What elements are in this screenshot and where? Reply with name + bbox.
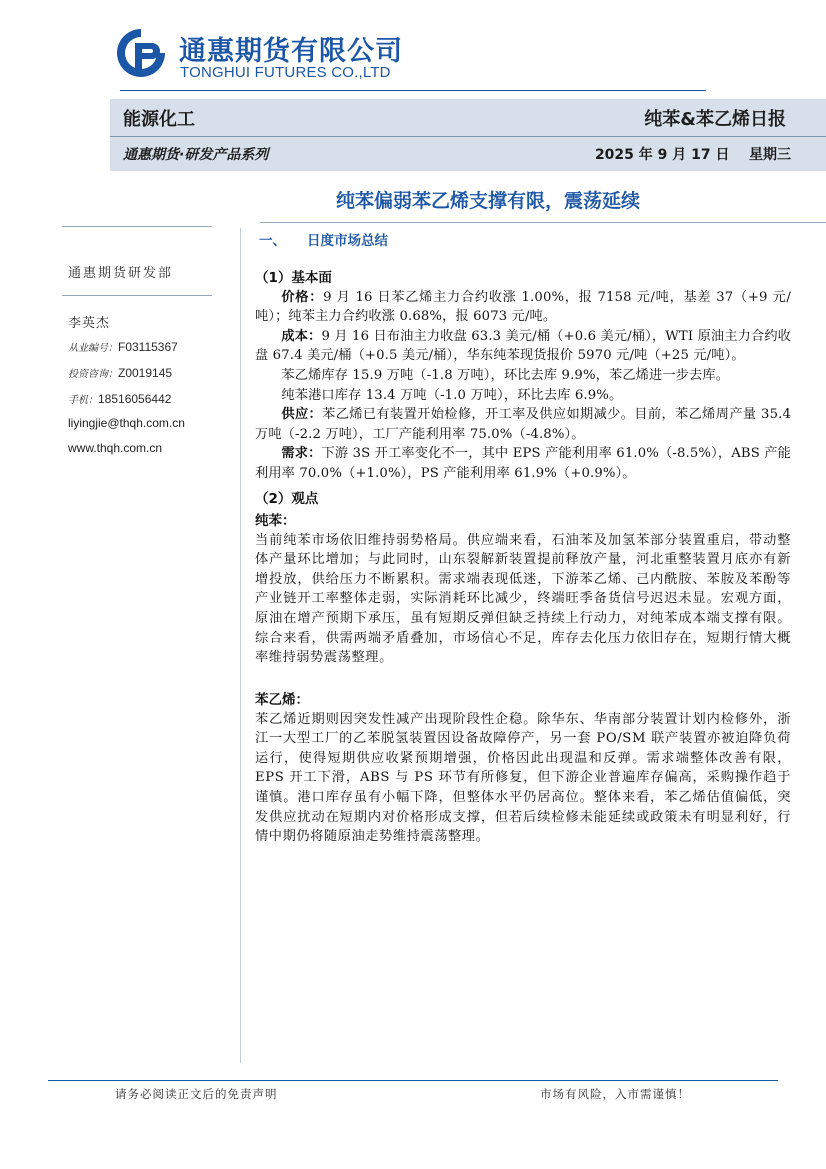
phone-label: 手机：	[68, 395, 98, 406]
email-link[interactable]: liyingjie@thqh.com.cn	[68, 416, 185, 430]
price-label: 价格：	[281, 289, 324, 305]
cost-label: 成本：	[281, 328, 322, 344]
top-divider	[120, 90, 706, 91]
supply-text: 苯乙烯已有装置开始检修，开工率及供应如期减少。目前，苯乙烯周产量 35.4 万吨（-2.2 万吨），工厂产能利用率 75.0%（-4.8%）。	[255, 407, 792, 442]
styrene-label: 苯乙烯：	[255, 691, 309, 708]
consulting-value: Z0019145	[118, 366, 173, 380]
column-divider	[240, 228, 241, 1063]
demand-paragraph	[255, 444, 791, 483]
section-title: 日度市场总结	[307, 233, 388, 249]
demand-label: 需求：	[281, 446, 322, 462]
company-name-en: TONGHUI FUTURES CO.,LTD	[180, 64, 391, 81]
supply-paragraph	[255, 405, 791, 444]
disclaimer-note: 请务必阅读正文后的免责声明	[115, 1087, 278, 1101]
license-label: 从业编号：	[68, 343, 118, 354]
company-name-cn: 通惠期货有限公司	[179, 36, 403, 67]
demand-text: 下游 3S 开工率变化不一，其中 EPS 产能利用率 61.0%（-8.5%），ABS 产能利用率 70.0%（+1.0%），PS 产能利用率 61.9%（+0.9%）。	[255, 446, 791, 481]
page-title: 纯苯偏弱苯乙烯支撑有限，震荡延续	[335, 190, 640, 212]
analyst-name: 李英杰	[68, 316, 111, 331]
cost-paragraph	[255, 327, 791, 366]
header-band-divider	[110, 136, 826, 137]
report-body	[255, 232, 791, 847]
views-heading: （2）观点	[255, 490, 319, 507]
report-date: 2025 年 9 月 17 日 星期三	[594, 147, 791, 163]
risk-warning: 市场有风险，入市需谨慎！	[540, 1087, 690, 1101]
website-link[interactable]: www.thqh.com.cn	[68, 441, 163, 455]
styrene-stock-paragraph: 苯乙烯库存 15.9 万吨（-1.8 万吨），环比去库 9.9%，苯乙烯进一步去库。	[281, 367, 730, 383]
license-value: F03115367	[118, 340, 178, 354]
paragraph-gap	[255, 668, 791, 688]
benzene-label: 纯苯：	[255, 512, 296, 529]
footer-rule	[48, 1080, 778, 1081]
logo-mark-icon	[113, 25, 169, 81]
phone-value: 18516056442	[98, 392, 172, 406]
price-text: 9 月 16 日苯乙烯主力合约收涨 1.00%，报 7158 元/吨，基差 37（+9 元/吨）；纯苯主力合约收涨 0.68%，报 6073 元/吨。	[255, 289, 791, 325]
title-underline	[260, 222, 826, 223]
benzene-stock-paragraph: 纯苯港口库存 13.4 万吨（-1.0 万吨），环比去库 6.9%。	[281, 387, 623, 403]
price-paragraph	[255, 288, 791, 327]
report-title: 纯苯&苯乙烯日报	[644, 109, 786, 130]
sidebar-divider	[62, 295, 212, 296]
section-heading	[255, 232, 791, 252]
sidebar-department: 通惠期货研发部	[68, 266, 174, 281]
consulting-label: 投资咨询：	[68, 369, 118, 380]
sidebar-top-rule	[62, 226, 212, 227]
supply-label: 供应：	[281, 407, 323, 423]
phone-number	[68, 391, 171, 406]
fundamentals-heading: （1）基本面	[255, 269, 332, 286]
cost-text: 9 月 16 日布油主力收盘 63.3 美元/桶（+0.6 美元/桶），WTI 原油主力合约收盘 67.4 美元/桶（+0.5 美元/桶），华东纯苯现货报价 5970 元/吨（+25 元/吨）。	[255, 328, 792, 364]
report-series: 通惠期货·研发产品系列	[123, 147, 269, 163]
license-number	[68, 339, 178, 354]
section-number: 一、	[259, 233, 286, 249]
styrene-view: 苯乙烯近期则因突发性减产出现阶段性企稳。除华东、华南部分装置计划内检修外，浙江一大型工厂的乙苯脱氢装置因设备故障停产，另一套 PO/SM 联产装置亦被迫降负荷运行，使得短期供应收紧预期增强，价格因此出现温和反弹。需求端整体改善有限，EPS 开工下滑，ABS 与 PS 环节有所修复，但下游企业普遍库存偏高，采购操作趋于谨慎。港口库存虽有小幅下降，但整体水平仍居高位。整体来看，苯乙烯估值偏低，突发供应扰动在短期内对价格形成支撑，但若后续检修未能延续或政策未有明显利好，行情中期仍将随原油走势维持震荡整理。	[255, 711, 791, 845]
company-logo	[113, 25, 413, 85]
report-category: 能源化工	[123, 109, 195, 130]
benzene-view: 当前纯苯市场依旧维持弱势格局。供应端来看，石油苯及加氢苯部分装置重启，带动整体产量环比增加；与此同时，山东裂解新装置提前释放产量，河北重整装置月底亦有新增投放，供给压力不断累积。需求端表现低迷，下游苯乙烯、己内酰胺、苯胺及苯酚等产业链开工率整体走弱，实际消耗环比减少，终端旺季备货信号迟迟未显。宏观方面，原油在增产预期下承压，虽有短期反弹但缺乏持续上行动力，对纯苯成本端支撑有限。综合来看，供需两端矛盾叠加，市场信心不足，库存去化压力依旧存在，短期行情大概率维持弱势震荡整理。	[255, 532, 791, 666]
consulting-number	[68, 365, 172, 380]
